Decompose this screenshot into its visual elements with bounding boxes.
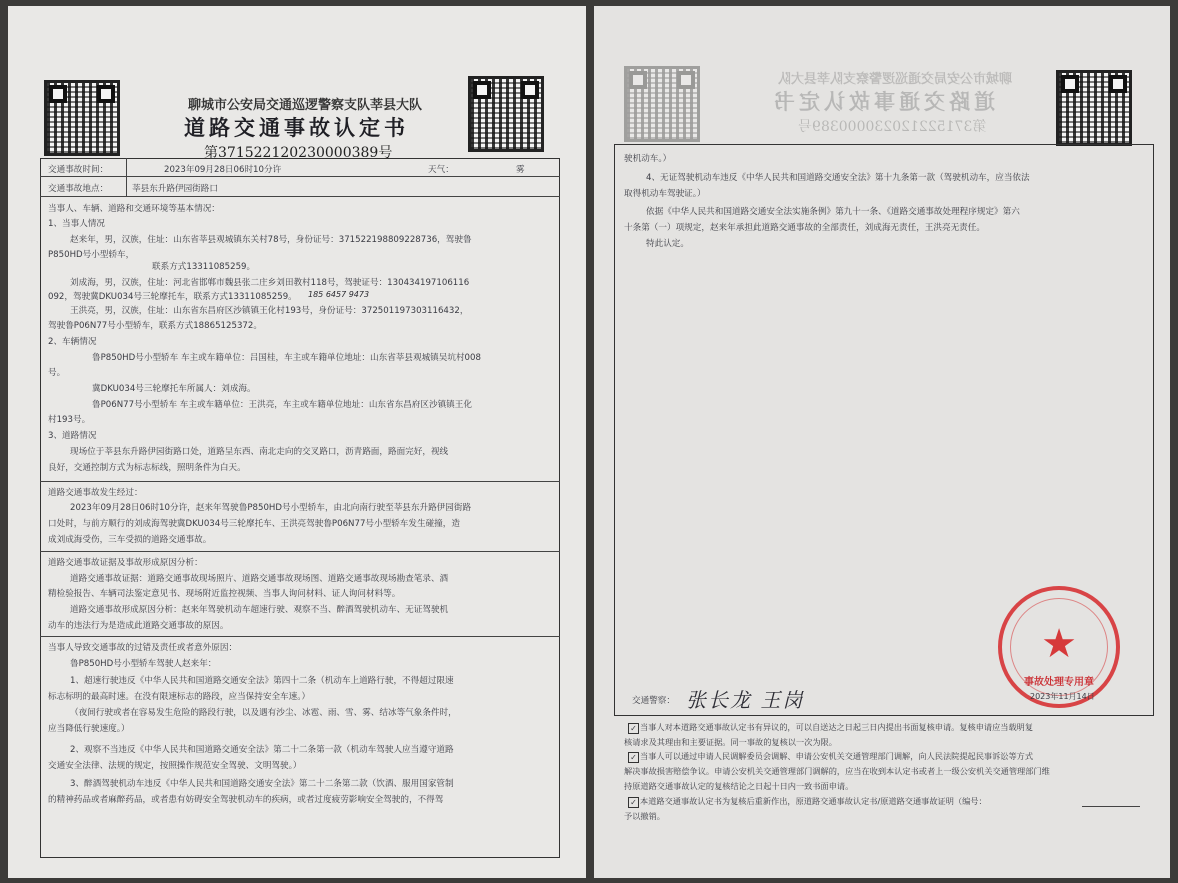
- cause-line-2: 动车的违法行为是造成此道路交通事故的原因。: [48, 621, 229, 631]
- process-heading: 道路交通事故发生经过：: [48, 488, 143, 498]
- fault-2-line-2: 交通安全法律、法规的规定，按照操作规范安全驾驶、文明驾驶。）: [48, 761, 302, 771]
- place-label: 交通事故地点：: [48, 184, 109, 194]
- fault-3-line-2: 的精神药品或者麻醉药品，或者患有妨碍安全驾驶机动车的疾病，或者过度疲劳影响安全驾驶的，不得驾: [48, 795, 444, 805]
- officer-label: 交通警察：: [632, 696, 675, 706]
- weather-value: 雾: [516, 165, 525, 175]
- vehicle-3-line-1: 鲁P06N77号小型轿车 车主或车籍单位：王洪亮，车主或车籍单位地址：山东省东昌府区沙镇镇王化: [92, 400, 472, 410]
- party-1-line-3: 联系方式13311085259。: [152, 262, 256, 272]
- road-heading: 3、道路情况: [48, 431, 97, 441]
- party-3-line-2: 驾驶鲁P06N77号小型轿车，联系方式18865125372。: [48, 321, 262, 331]
- fault-1-line-3: （夜间行驶或者在容易发生危险的路段行驶，以及遇有沙尘、冰雹、雨、雪、雾、结冰等气象条件时，: [70, 708, 457, 718]
- qr-code-right-icon: [468, 76, 544, 152]
- document-title: 道路交通事故认定书: [184, 115, 409, 140]
- document-title-bleed: 道路交通事故认定书: [770, 89, 995, 114]
- note-1-line-1: 当事人对本道路交通事故认定书有异议的，可以自送达之日起三日内提出书面复核申请。复核申请应当载明复: [640, 722, 1034, 732]
- process-line-2: 口处时，与前方顺行的刘成海驾驶冀DKU034号三轮摩托车、王洪亮驾驶鲁P06N77号小型轿车发生碰撞，造: [48, 519, 460, 529]
- basic-info-heading: 当事人、车辆、道路和交通环境等基本情况：: [48, 204, 220, 214]
- party-heading: 1、当事人情况: [48, 219, 106, 229]
- vehicle-heading: 2、车辆情况: [48, 337, 97, 347]
- document-page-left: [8, 6, 586, 878]
- evidence-line-1: 道路交通事故证据：道路交通事故现场照片、道路交通事故现场图、道路交通事故现场勘查笔录、酒: [70, 574, 449, 584]
- official-seal-icon: ★ 事故处理专用章: [998, 586, 1120, 708]
- vehicle-1-line-1: 鲁P850HD号小型轿车 车主或车籍单位：吕国桂，车主或车籍单位地址：山东省莘县观城镇吴坑村008: [92, 353, 481, 363]
- fault-heading: 当事人导致交通事故的过错及责任或者意外原因：: [48, 643, 238, 653]
- road-line-2: 良好，交通控制方式为标志标线，照明条件为白天。: [48, 463, 246, 473]
- note-2-line-2: 解决事故损害赔偿争议。申请公安机关交通管理部门调解的，应当在收到本认定书或者上一级公安机关交通管理部门维: [624, 766, 1050, 776]
- fault-1-line-1: 1、超速行驶违反《中华人民共和国道路交通安全法》第四十二条（机动车上道路行驶，不得超过限速: [70, 676, 454, 686]
- process-line-1: 2023年09月28日06时10分许，赵来年驾驶鲁P850HD号小型轿车，由北向南行驶至莘县东升路伊园街路: [70, 503, 472, 513]
- fault-1-line-4: 应当降低行驶速度。）: [48, 724, 130, 734]
- document-page-right: [594, 6, 1170, 878]
- basis-line-2: 十条第（一）项规定，赵来年承担此道路交通事故的全部责任，刘成海无责任，王洪亮无责任。: [624, 223, 985, 233]
- cause-line-1: 道路交通事故形成原因分析：赵来年驾驶机动车超速行驶、观察不当、醉酒驾驶机动车、无证驾驶机: [70, 605, 449, 615]
- road-line-1: 现场位于莘县东升路伊园街路口处，道路呈东西、南北走向的交叉路口，沥青路面，路面完好，视线: [70, 447, 449, 457]
- vehicle-3-line-2: 村193号。: [48, 415, 91, 425]
- weather-label: 天气：: [428, 165, 454, 175]
- note-3-line-1: 本道路交通事故认定书为复核后重新作出，原道路交通事故认定书/原道路交通事故证明（编号：: [640, 796, 987, 806]
- note-2-line-3: 持原道路交通事故认定的复核结论之日起十日内一致书面申请。: [624, 781, 854, 791]
- handwritten-phone: 185 6457 9473: [308, 290, 370, 299]
- basis-line-1: 依据《中华人民共和国道路交通安全法实施条例》第九十一条、《道路交通事故处理程序规定》第六: [646, 207, 1020, 217]
- agency-name-bleed: 聊城市公安局交通巡逻警察支队莘县大队: [778, 72, 1013, 87]
- evidence-heading: 道路交通事故证据及事故形成原因分析：: [48, 558, 203, 568]
- note-1-checkbox: ✓: [628, 723, 639, 734]
- qr-code-left-icon: [44, 80, 120, 156]
- party-1-line-2: P850HD号小型轿车，: [48, 250, 135, 260]
- fault-2-line-1: 2、观察不当违反《中华人民共和国道路交通安全法》第二十二条第一款（机动车驾驶人应当遵守道路: [70, 745, 454, 755]
- process-line-3: 成刘成海受伤，三车受损的道路交通事故。: [48, 535, 212, 545]
- party-2-line-2: 092，驾驶冀DKU034号三轮摩托车，联系方式13311085259。: [48, 292, 297, 302]
- note-1-line-2: 核请求及其理由和主要证据。同一事故的复核以一次为限。: [624, 737, 837, 747]
- place-value: 莘县东升路伊园街路口: [132, 184, 218, 194]
- party-2-line-1: 刘成海，男，汉族，住址：河北省邯郸市魏县张二庄乡刘田教村118号，驾驶证号：130434197106116: [70, 278, 470, 288]
- evidence-line-2: 精检验报告、车辆司法鉴定意见书、现场附近监控视频、当事人询问材料、证人询问材料等。: [48, 589, 401, 599]
- document-number: 第371522120230000389号: [204, 145, 393, 161]
- vehicle-2-line-1: 冀DKU034号三轮摩托车所属人：刘成海。: [92, 384, 256, 394]
- fault-1-line-2: 标志标明的最高时速。在没有限速标志的路段，应当保持安全车速。）: [48, 692, 311, 702]
- party-1-line-1: 赵来年，男，汉族，住址：山东省莘县观城镇东关村78号，身份证号：371522198809228736，驾驶鲁: [70, 235, 472, 245]
- qr-code-icon: [1056, 70, 1132, 146]
- officer-signature: 张长龙 王岗: [686, 688, 805, 712]
- continuation-line-1: 驶机动车。）: [624, 154, 672, 164]
- issue-date: 2023年11月14日: [1030, 692, 1095, 701]
- time-label: 交通事故时间：: [48, 165, 109, 175]
- note-3-checkbox: ✓: [628, 797, 639, 808]
- agency-name: 聊城市公安局交通巡逻警察支队莘县大队: [188, 98, 423, 113]
- fault-3-line-1: 3、醉酒驾驶机动车违反《中华人民共和国道路交通安全法》第二十二条第二款（饮酒、服用国家管制: [70, 779, 454, 789]
- item-4-line-2: 取得机动车驾驶证。）: [624, 189, 706, 199]
- qr-code-bleed-icon: [624, 66, 700, 142]
- seal-text: 事故处理专用章: [1024, 677, 1094, 688]
- document-number-bleed: 第371522120230000389号: [798, 119, 987, 135]
- party-3-line-1: 王洪亮，男，汉族，住址：山东省东昌府区沙镇镇王化村193号，身份证号：372501197303116432，: [70, 306, 469, 316]
- fault-subject: 鲁P850HD号小型轿车驾驶人赵来年：: [70, 659, 217, 669]
- time-value: 2023年09月28日06时10分许: [164, 165, 282, 175]
- note-3-line-2: 予以撤销。: [624, 811, 665, 821]
- note-2-line-1: 当事人可以通过申请人民调解委员会调解、申请公安机关交通管理部门调解，向人民法院提起民事诉讼等方式: [640, 751, 1034, 761]
- note-2-checkbox: ✓: [628, 752, 639, 763]
- conclusion-text: 特此认定。: [646, 239, 689, 249]
- item-4-line-1: 4、无证驾驶机动车违反《中华人民共和国道路交通安全法》第十九条第一款（驾驶机动车，应当依法: [646, 173, 1030, 183]
- vehicle-1-line-2: 号。: [48, 368, 66, 378]
